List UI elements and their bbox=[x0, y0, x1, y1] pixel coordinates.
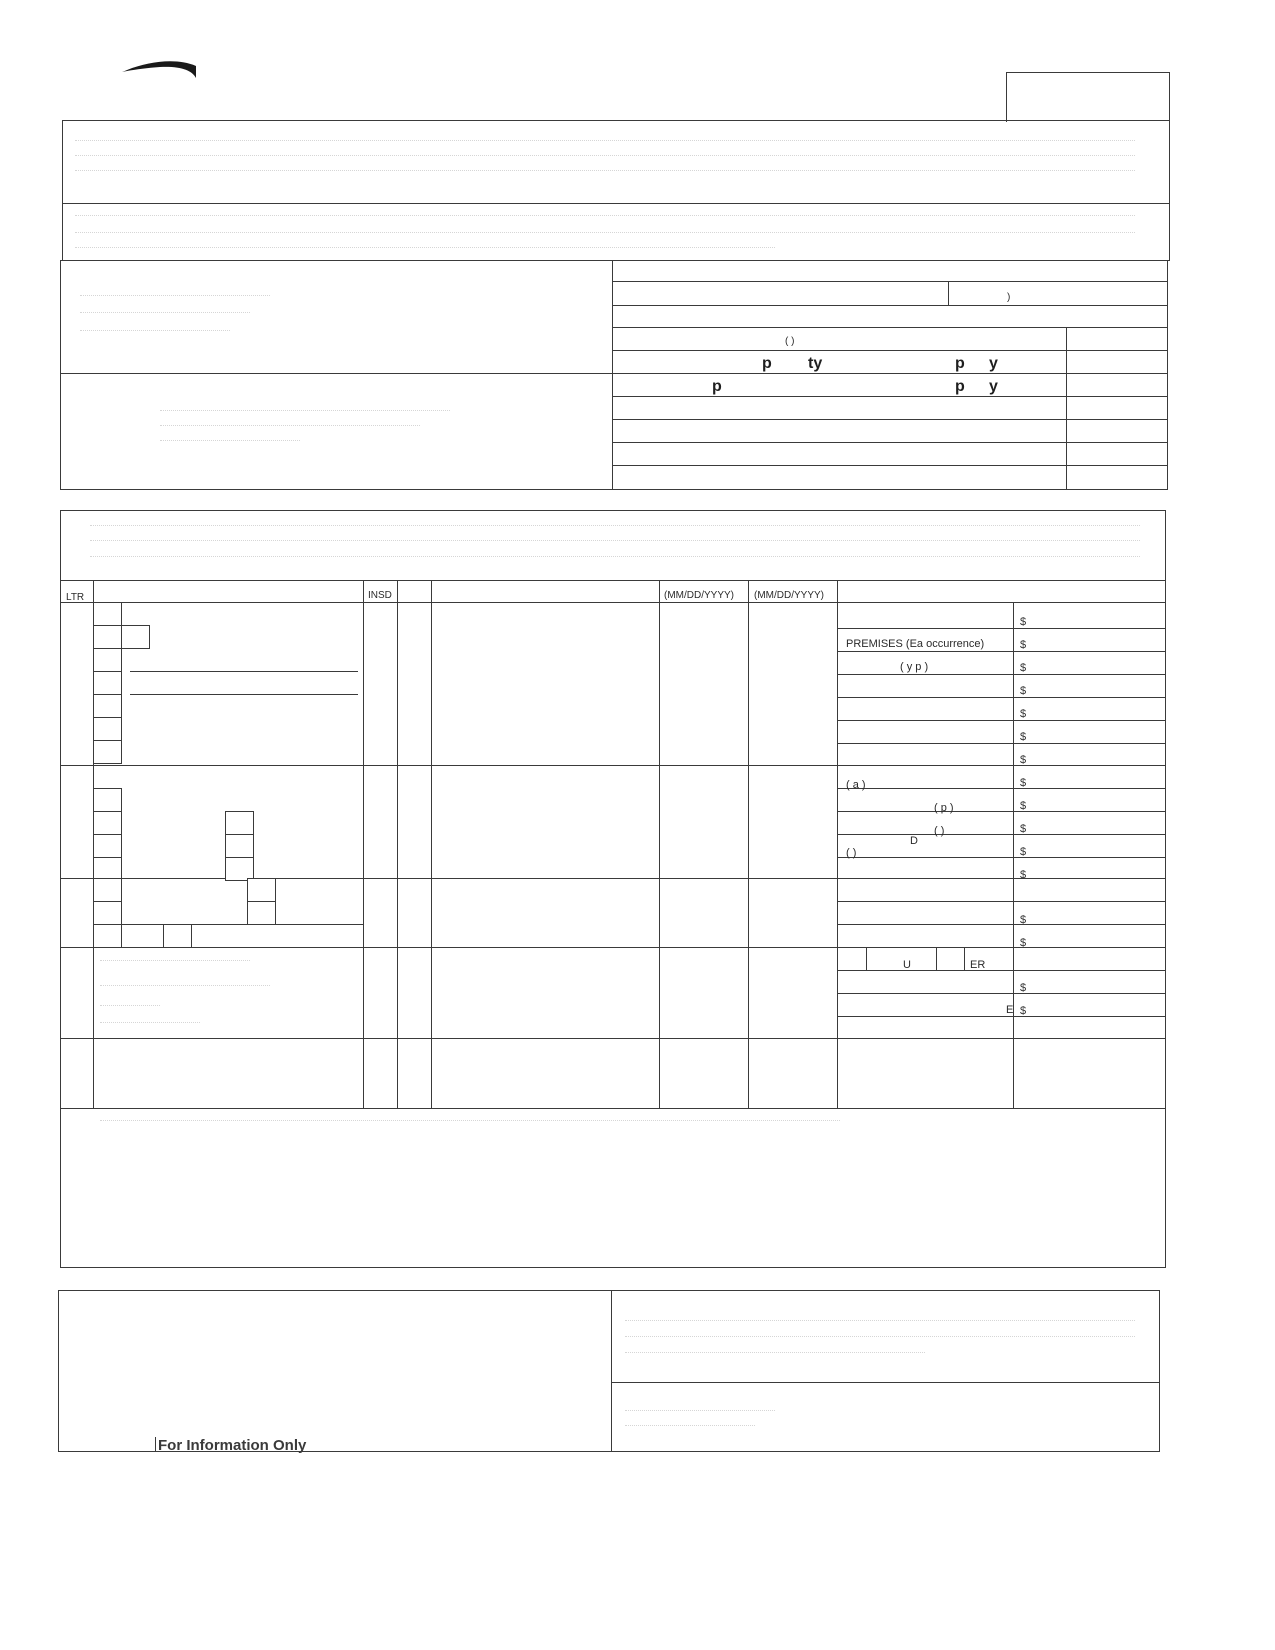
table-header-top bbox=[60, 580, 1166, 581]
checkbox[interactable] bbox=[225, 811, 254, 835]
limit-dollar: $ bbox=[1020, 800, 1027, 812]
disclaimer-block bbox=[62, 120, 1170, 204]
naic-divider bbox=[1066, 327, 1067, 490]
checkbox[interactable] bbox=[93, 671, 122, 695]
limit-dollar: $ bbox=[1020, 731, 1027, 743]
col-eff-date: (MM/DD/YYYY) bbox=[664, 590, 734, 601]
checkbox[interactable] bbox=[93, 878, 122, 902]
checkbox[interactable] bbox=[93, 740, 122, 764]
checkbox[interactable] bbox=[93, 648, 122, 672]
limit-dollar: $ bbox=[1020, 708, 1027, 720]
limit-dollar: $ bbox=[1020, 823, 1027, 835]
limit-dollar: $ bbox=[1020, 616, 1027, 628]
description-divider bbox=[60, 1108, 1166, 1109]
col-insd: INSD bbox=[368, 590, 392, 601]
date-box bbox=[1006, 72, 1170, 122]
producer-divider bbox=[612, 260, 613, 490]
checkbox[interactable] bbox=[121, 625, 150, 649]
checkbox[interactable] bbox=[93, 717, 122, 741]
limit-dollar: $ bbox=[1020, 662, 1027, 674]
logo-swoosh bbox=[120, 58, 200, 82]
insurer-paren: ( ) bbox=[785, 336, 795, 347]
limit-dollar: $ bbox=[1020, 777, 1027, 789]
limit-dollar: $ bbox=[1020, 937, 1027, 949]
holder-divider bbox=[611, 1290, 612, 1452]
limit-dollar: $ bbox=[1020, 846, 1027, 858]
checkbox[interactable] bbox=[93, 625, 122, 649]
premises-label: PREMISES (Ea occurrence) bbox=[846, 638, 985, 650]
limit-dollar: $ bbox=[1020, 914, 1027, 926]
for-information-only: For Information Only bbox=[158, 1437, 307, 1454]
checkbox[interactable] bbox=[93, 602, 122, 626]
limit-value-divider bbox=[1013, 602, 1014, 1108]
coverages-block bbox=[60, 510, 1166, 1268]
checkbox[interactable] bbox=[247, 878, 276, 902]
phone-paren-close: ) bbox=[1007, 292, 1011, 303]
limit-dollar: $ bbox=[1020, 869, 1027, 881]
checkbox[interactable] bbox=[93, 694, 122, 718]
table-header-bottom bbox=[60, 602, 1166, 603]
checkbox[interactable] bbox=[93, 901, 122, 925]
limit-dollar: $ bbox=[1020, 754, 1027, 766]
checkbox[interactable] bbox=[93, 811, 122, 835]
limit-dollar: $ bbox=[1020, 1005, 1027, 1017]
checkbox[interactable] bbox=[247, 901, 276, 925]
limit-dollar: $ bbox=[1020, 639, 1027, 651]
checkbox[interactable] bbox=[93, 788, 122, 812]
col-ltr: LTR bbox=[66, 592, 85, 603]
checkbox[interactable] bbox=[225, 834, 254, 858]
limit-dollar: $ bbox=[1020, 982, 1027, 994]
checkbox[interactable] bbox=[93, 834, 122, 858]
certificate-holder-block bbox=[58, 1290, 1160, 1452]
limit-dollar: $ bbox=[1020, 685, 1027, 697]
producer-insured-divider bbox=[60, 373, 612, 374]
col-exp-date: (MM/DD/YYYY) bbox=[754, 590, 824, 601]
